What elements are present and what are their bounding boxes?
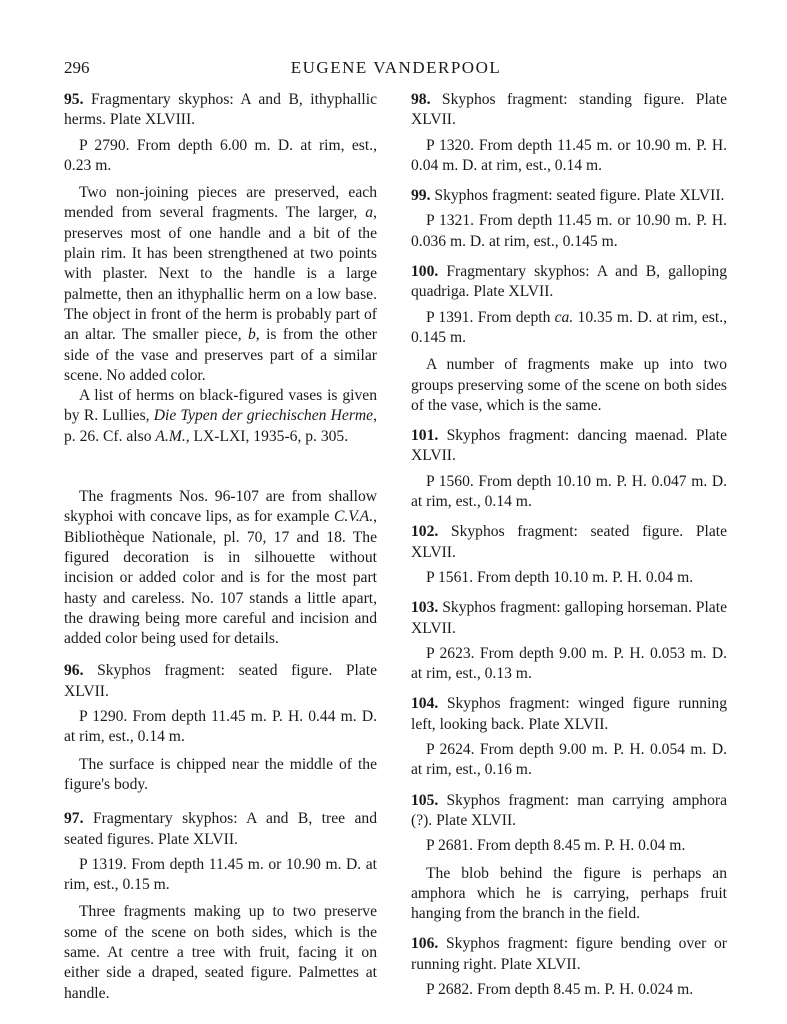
- entry-title: Fragmentary skyphos: A and B, tree and seated figures. Plate XLVII.: [64, 810, 377, 848]
- running-head: EUGENE VANDERPOOL: [290, 58, 502, 77]
- entry-number: 96.: [64, 662, 84, 680]
- text-run: A list of herms on black-figured vases is given by R. Lullies,: [64, 387, 377, 425]
- entry-meta: P 1321. From depth 11.45 m. or 10.90 m. P. H. 0.036 m. D. at rim, est., 0.145 m.: [411, 212, 727, 250]
- entry-description: A number of fragments make up into two groups preserving some of the scene on both sides of the vase, which is the same.: [411, 356, 727, 414]
- catalog-entry-104: [411, 694, 727, 780]
- entry-meta: P 2624. From depth 9.00 m. P. H. 0.054 m. D. at rim, est., 0.16 m.: [411, 741, 727, 779]
- italic-run: A.M.: [155, 427, 186, 445]
- text-run: 10.35 m. D. at rim, est., 0.145 m.: [411, 308, 727, 346]
- entry-heading: [411, 186, 727, 206]
- entry-number: 102.: [411, 523, 439, 541]
- entry-meta: P 2623. From depth 9.00 m. P. H. 0.053 m. D. at rim, est., 0.13 m.: [411, 644, 727, 683]
- text-run: , p. 26. Cf. also: [64, 407, 377, 445]
- catalog-entry-97: [64, 809, 377, 1004]
- catalog-entry-95: [64, 90, 377, 447]
- entry-description: [64, 183, 377, 386]
- entry-meta: P 1560. From depth 10.10 m. P. H. 0.047 m. D. at rim, est., 0.14 m.: [411, 472, 727, 511]
- italic-run: ca.: [554, 308, 574, 326]
- entry-meta: P 2682. From depth 8.45 m. P. H. 0.024 m.: [426, 980, 694, 998]
- entry-title: Skyphos fragment: figure bending over or running right. Plate XLVII.: [411, 935, 727, 973]
- entry-title: Skyphos fragment: dancing maenad. Plate XLVII.: [411, 427, 727, 465]
- text-run: P 1391. From depth: [426, 308, 555, 326]
- italic-run: b: [248, 326, 256, 344]
- entry-heading: [411, 262, 727, 303]
- entry-number: 99.: [411, 187, 431, 205]
- catalog-entry-103: [411, 598, 727, 684]
- entry-meta: P 1290. From depth 11.45 m. P. H. 0.44 m. D. at rim, est., 0.14 m.: [64, 708, 377, 746]
- entry-description: The surface is chipped near the middle of the figure's body.: [64, 755, 377, 793]
- entry-number: 105.: [411, 791, 439, 809]
- entry-number: 106.: [411, 935, 439, 953]
- entry-title: Fragmentary skyphos: A and B, galloping quadriga. Plate XLVII.: [411, 263, 727, 301]
- entry-heading: [411, 791, 727, 832]
- entry-title: Skyphos fragment: galloping horseman. Plate XLVII.: [411, 599, 727, 637]
- entry-number: 97.: [64, 810, 84, 828]
- entry-number: 95.: [64, 91, 84, 108]
- entry-heading: [64, 809, 377, 850]
- entry-meta: P 1561. From depth 10.10 m. P. H. 0.04 m.: [426, 568, 694, 586]
- catalog-entry-105: [411, 791, 727, 925]
- catalog-entry-106: [411, 934, 727, 1000]
- catalog-entry-101: [411, 426, 727, 512]
- right-column: [411, 90, 727, 1006]
- text-run: , preserves most of one handle and a bit of the plain rim. It has been strengthened at two points with plaster. Next to the handle is a large palmette, then an ithyphallic herm on a low base. The object in front of the herm is probably part of an altar. The smaller piece,: [64, 204, 377, 344]
- italic-run: a: [365, 204, 374, 222]
- entry-title: Skyphos fragment: man carrying amphora (?). Plate XLVII.: [411, 791, 727, 829]
- catalog-entry-102: [411, 522, 727, 588]
- page-number: 296: [64, 58, 90, 77]
- entry-title: Skyphos fragment: seated figure. Plate XLVII.: [411, 523, 727, 561]
- entry-heading: [411, 694, 727, 735]
- entry-title: Skyphos fragment: seated figure. Plate XLVII.: [64, 662, 377, 700]
- left-column: [64, 90, 377, 1010]
- entry-description: Three fragments making up to two preserve some of the scene on both sides, which is the same. At centre a tree with fruit, facing it on either side a draped, seated figure. Palmettes at handle.: [64, 903, 377, 1002]
- text-run: , is from the other side of the vase and preserves part of a similar scene. No added color.: [64, 326, 378, 384]
- entry-heading: [411, 522, 727, 563]
- catalog-entry-98: [411, 90, 727, 176]
- entry-reference: [64, 386, 377, 447]
- catalog-entry-99: [411, 186, 727, 252]
- entry-number: 101.: [411, 427, 439, 445]
- text-run: , Bibliothèque Nationale, pl. 70, 17 and 18. The figured decoration is in silhouette without incision or added color and is for the most part hasty and careless. No. 107 stands a little apart, the drawing being more careful and incision and added color being used for details.: [64, 508, 377, 648]
- catalog-entry-96: [64, 661, 377, 795]
- text-run: , LX-LXI, 1935-6, p. 305.: [185, 427, 349, 445]
- entry-heading: [411, 598, 727, 639]
- text-run: The fragments Nos. 96-107 are from shallow skyphoi with concave lips, as for example: [64, 488, 377, 526]
- entry-title: Skyphos fragment: seated figure. Plate XLVII.: [430, 187, 725, 205]
- entry-heading: [411, 934, 727, 975]
- entry-heading: [411, 90, 727, 131]
- entry-title: Fragmentary skyphos: A and B, ithyphallic herms. Plate XLVIII.: [64, 91, 377, 129]
- entry-description: The blob behind the figure is perhaps an amphora which he is carrying, perhaps fruit hanging from the branch in the field.: [411, 864, 727, 923]
- entry-meta: P 2681. From depth 8.45 m. P. H. 0.04 m.: [426, 837, 686, 855]
- entry-title: Skyphos fragment: standing figure. Plate XLVII.: [411, 91, 727, 129]
- entry-meta: [411, 308, 727, 349]
- catalog-entry-100: [411, 262, 727, 416]
- entry-heading: [64, 661, 377, 702]
- italic-run: C.V.A.: [333, 508, 374, 526]
- group-introduction: [64, 487, 377, 649]
- entry-number: 100.: [411, 263, 439, 281]
- entry-number: 98.: [411, 91, 431, 108]
- entry-meta: P 1320. From depth 11.45 m. or 10.90 m. P. H. 0.04 m. D. at rim, est., 0.14 m.: [411, 136, 727, 174]
- italic-run: Die Typen der griechischen Herme: [153, 407, 374, 425]
- entry-heading: [64, 90, 377, 131]
- entry-meta: P 2790. From depth 6.00 m. D. at rim, est., 0.23 m.: [64, 136, 377, 174]
- entry-title: Skyphos fragment: winged figure running left, looking back. Plate XLVII.: [411, 695, 727, 733]
- entry-meta: P 1319. From depth 11.45 m. or 10.90 m. D. at rim, est., 0.15 m.: [64, 855, 377, 894]
- entry-heading: [411, 426, 727, 467]
- entry-number: 104.: [411, 695, 439, 713]
- text-run: Two non-joining pieces are preserved, each mended from several fragments. The larger,: [64, 184, 377, 222]
- entry-number: 103.: [411, 599, 439, 617]
- page-header: [64, 58, 728, 82]
